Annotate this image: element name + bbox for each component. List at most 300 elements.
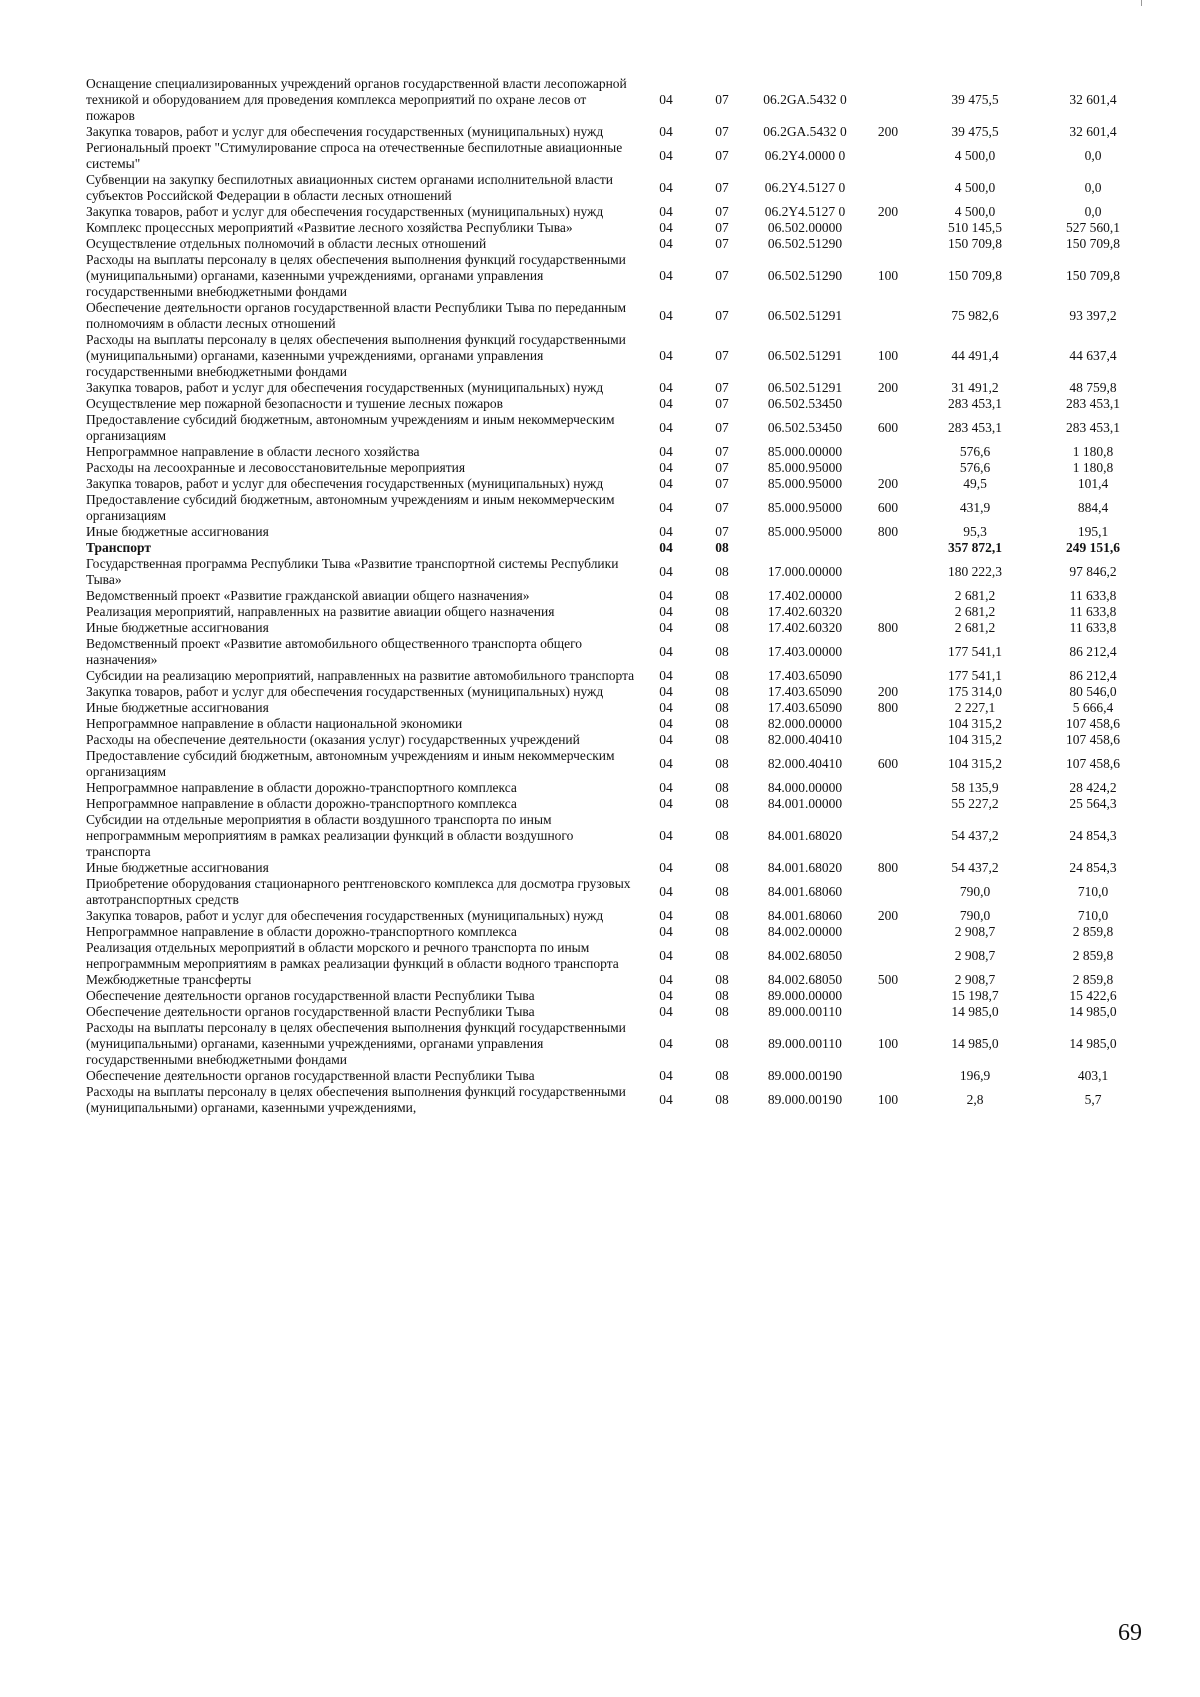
table-row: [86, 812, 1152, 860]
row-amount-year-1: 2 681,2: [954, 620, 996, 635]
table-row: [86, 1068, 1152, 1084]
row-name: Иные бюджетные ассигнования: [86, 524, 269, 539]
row-expense-type: 200: [877, 124, 899, 139]
row-name: Расходы на выплаты персоналу в целях обеспечения выполнения функций государственными (муниципальными) органами, казенными учреждениями, органами управления государственными внебюджетными фондами: [86, 1020, 626, 1067]
row-amount-year-2: 710,0: [1077, 908, 1109, 923]
row-section: 04: [659, 700, 673, 715]
row-amount-year-1: 177 541,1: [948, 668, 1002, 683]
row-section: 04: [659, 1036, 673, 1051]
table-row: [86, 140, 1152, 172]
row-subsection: 08: [715, 908, 729, 923]
row-amount-year-1: 4 500,0: [954, 180, 996, 195]
row-target-article: 06.502.51291: [767, 380, 843, 395]
row-subsection: 08: [715, 924, 729, 939]
row-section: 04: [659, 460, 673, 475]
row-amount-year-1: 175 314,0: [948, 684, 1002, 699]
table-row: [86, 252, 1152, 300]
row-amount-year-1: 576,6: [959, 460, 991, 475]
row-expense-type: [860, 444, 916, 460]
row-amount-year-1: 357 872,1: [948, 540, 1002, 555]
row-subsection: 08: [715, 884, 729, 899]
row-expense-type: [860, 236, 916, 252]
row-expense-type: 100: [877, 1036, 899, 1051]
row-target-article: 06.502.53450: [767, 420, 843, 435]
row-name: Обеспечение деятельности органов государственной власти Республики Тыва: [86, 1004, 535, 1019]
table-row: [86, 668, 1152, 684]
row-amount-year-2: 11 633,8: [1069, 604, 1117, 619]
row-target-article: 06.502.51291: [767, 308, 843, 323]
row-expense-type: 800: [877, 860, 899, 875]
row-name: Расходы на обеспечение деятельности (оказания услуг) государственных учреждений: [86, 732, 580, 747]
row-name: Ведомственный проект «Развитие гражданской авиации общего назначения»: [86, 588, 530, 603]
row-target-article: 06.502.00000: [767, 220, 843, 235]
row-target-article: 06.2GA.5432 0: [763, 124, 847, 139]
row-subsection: 07: [715, 220, 729, 235]
row-target-article: 84.002.68050: [767, 948, 843, 963]
row-name: Предоставление субсидий бюджетным, автономным учреждениям и иным некоммерческим организациям: [86, 492, 615, 523]
table-row: [86, 1004, 1152, 1020]
row-section: 04: [659, 948, 673, 963]
row-amount-year-1: 150 709,8: [948, 236, 1002, 251]
row-section: 04: [659, 204, 673, 219]
row-section: 04: [659, 684, 673, 699]
row-subsection: 08: [715, 860, 729, 875]
row-subsection: 08: [715, 732, 729, 747]
row-expense-type: [860, 988, 916, 1004]
row-name: Закупка товаров, работ и услуг для обеспечения государственных (муниципальных) нужд: [86, 684, 604, 699]
row-amount-year-1: 2 908,7: [954, 948, 996, 963]
row-subsection: 08: [715, 588, 729, 603]
row-amount-year-2: 150 709,8: [1066, 268, 1120, 283]
row-target-article: 17.403.65090: [767, 668, 843, 683]
row-name: Приобретение оборудования стационарного рентгеновского комплекса для досмотра грузовых автотранспортных средств: [86, 876, 631, 907]
row-section: 04: [659, 796, 673, 811]
row-section: 04: [659, 308, 673, 323]
row-amount-year-1: 2 681,2: [954, 588, 996, 603]
row-section: 04: [659, 988, 673, 1003]
row-amount-year-1: 55 227,2: [951, 796, 999, 811]
row-section: 04: [659, 444, 673, 459]
table-row: [86, 204, 1152, 220]
table-row: [86, 684, 1152, 700]
row-target-article: 06.2Y4.0000 0: [764, 148, 846, 163]
row-amount-year-2: 32 601,4: [1069, 124, 1117, 139]
row-subsection: 08: [715, 620, 729, 635]
row-amount-year-1: 196,9: [959, 1068, 991, 1083]
row-expense-type: 800: [877, 620, 899, 635]
row-subsection: 08: [715, 1004, 729, 1019]
row-subsection: 08: [715, 1068, 729, 1083]
row-subsection: 07: [715, 124, 729, 139]
row-name: Закупка товаров, работ и услуг для обеспечения государственных (муниципальных) нужд: [86, 124, 604, 139]
row-target-article: 89.000.00000: [767, 988, 843, 1003]
row-target-article: 84.001.68060: [767, 884, 843, 899]
row-name: Субсидии на реализацию мероприятий, направленных на развитие автомобильного транспорта: [86, 668, 635, 683]
row-name: Транспорт: [86, 540, 152, 555]
row-target-article: 84.001.68060: [767, 908, 843, 923]
row-expense-type: [860, 636, 916, 668]
row-amount-year-2: 48 759,8: [1069, 380, 1117, 395]
row-section: 04: [659, 1068, 673, 1083]
row-section: 04: [659, 588, 673, 603]
row-target-article: 84.002.68050: [767, 972, 843, 987]
row-subsection: 07: [715, 420, 729, 435]
row-amount-year-2: 884,4: [1077, 500, 1109, 515]
row-name: Оснащение специализированных учреждений органов государственной власти лесопожарной техникой и оборудованием для проведения комплекса мероприятий по охране лесов от пожаров: [86, 76, 627, 123]
row-name: Осуществление мер пожарной безопасности и тушение лесных пожаров: [86, 396, 504, 411]
row-subsection: 07: [715, 500, 729, 515]
row-target-article: 85.000.95000: [767, 476, 843, 491]
row-expense-type: [860, 604, 916, 620]
table-row: [86, 716, 1152, 732]
row-target-article: 84.002.00000: [767, 924, 843, 939]
table-row: [86, 332, 1152, 380]
row-target-article: 06.502.51290: [767, 236, 843, 251]
row-amount-year-2: 107 458,6: [1066, 756, 1120, 771]
row-amount-year-2: 32 601,4: [1069, 92, 1117, 107]
row-expense-type: 800: [877, 700, 899, 715]
row-name: Комплекс процессных мероприятий «Развитие лесного хозяйства Республики Тыва»: [86, 220, 573, 235]
row-amount-year-2: 283 453,1: [1066, 396, 1120, 411]
row-section: 04: [659, 540, 673, 555]
row-amount-year-2: 403,1: [1077, 1068, 1109, 1083]
row-name: Непрограммное направление в области дорожно-транспортного комплекса: [86, 924, 517, 939]
row-target-article: 89.000.00110: [768, 1036, 842, 1051]
row-amount-year-1: 2 227,1: [954, 700, 996, 715]
row-section: 04: [659, 924, 673, 939]
table-row: [86, 76, 1152, 124]
row-subsection: 07: [715, 268, 729, 283]
row-target-article: 84.000.00000: [767, 780, 843, 795]
row-section: 04: [659, 716, 673, 731]
row-amount-year-2: 283 453,1: [1066, 420, 1120, 435]
row-amount-year-1: 4 500,0: [954, 148, 996, 163]
row-expense-type: [860, 460, 916, 476]
edge-mark: [1141, 0, 1142, 6]
row-name: Расходы на выплаты персоналу в целях обеспечения выполнения функций государственными (муниципальными) органами, казенными учреждениями, органами управления государственными внебюджетными фондами: [86, 332, 626, 379]
row-expense-type: [860, 396, 916, 412]
row-expense-type: [860, 540, 916, 556]
row-subsection: 08: [715, 700, 729, 715]
row-amount-year-2: 150 709,8: [1066, 236, 1120, 251]
row-expense-type: [860, 588, 916, 604]
row-target-article: 17.402.00000: [767, 588, 843, 603]
row-target-article: 85.000.95000: [767, 500, 843, 515]
table-row: [86, 556, 1152, 588]
row-amount-year-1: 14 985,0: [951, 1004, 999, 1019]
row-section: 04: [659, 828, 673, 843]
table-row: [86, 460, 1152, 476]
table-row: [86, 588, 1152, 604]
row-name: Предоставление субсидий бюджетным, автономным учреждениям и иным некоммерческим организациям: [86, 412, 615, 443]
row-amount-year-2: 527 560,1: [1066, 220, 1120, 235]
row-section: 04: [659, 396, 673, 411]
row-amount-year-2: 0,0: [1084, 148, 1102, 163]
row-subsection: 08: [715, 756, 729, 771]
row-section: 04: [659, 148, 673, 163]
row-target-article: 84.001.68020: [767, 828, 843, 843]
row-section: 04: [659, 780, 673, 795]
row-subsection: 07: [715, 308, 729, 323]
row-amount-year-1: 95,3: [963, 524, 987, 539]
table-row: [86, 220, 1152, 236]
row-target-article: 17.402.60320: [767, 620, 843, 635]
row-amount-year-2: 0,0: [1084, 180, 1102, 195]
row-amount-year-1: 104 315,2: [948, 732, 1002, 747]
row-expense-type: [860, 140, 916, 172]
row-amount-year-1: 31 491,2: [951, 380, 999, 395]
row-subsection: 08: [715, 684, 729, 699]
row-subsection: 07: [715, 148, 729, 163]
row-name: Иные бюджетные ассигнования: [86, 700, 269, 715]
row-name: Иные бюджетные ассигнования: [86, 860, 269, 875]
row-section: 04: [659, 220, 673, 235]
row-expense-type: 200: [877, 684, 899, 699]
row-amount-year-1: 39 475,5: [951, 92, 999, 107]
row-expense-type: 200: [877, 908, 899, 923]
row-name: Реализация отдельных мероприятий в области морского и речного транспорта по иным непрограммным мероприятиям в рамках реализации функций в области водного транспорта: [86, 940, 619, 971]
row-amount-year-1: 2 908,7: [954, 924, 996, 939]
row-target-article: 17.403.00000: [767, 644, 843, 659]
row-name: Расходы на лесоохранные и лесовосстановительные мероприятия: [86, 460, 466, 475]
row-amount-year-2: 5,7: [1084, 1092, 1102, 1107]
row-target-article: 85.000.95000: [767, 524, 843, 539]
table-row: [86, 412, 1152, 444]
row-amount-year-1: 790,0: [959, 884, 991, 899]
table-row: [86, 492, 1152, 524]
row-amount-year-2: 101,4: [1077, 476, 1109, 491]
row-section: 04: [659, 972, 673, 987]
row-section: 04: [659, 860, 673, 875]
table-row: [86, 908, 1152, 924]
row-subsection: 08: [715, 988, 729, 1003]
row-name: Реализация мероприятий, направленных на развитие авиации общего назначения: [86, 604, 555, 619]
row-name: Ведомственный проект «Развитие автомобильного общественного транспорта общего назначения»: [86, 636, 583, 667]
row-expense-type: 500: [877, 972, 899, 987]
table-row: [86, 972, 1152, 988]
row-target-article: 17.402.60320: [767, 604, 843, 619]
row-expense-type: [860, 732, 916, 748]
row-expense-type: [860, 780, 916, 796]
row-expense-type: [860, 172, 916, 204]
row-subsection: 08: [715, 564, 729, 579]
row-amount-year-2: 44 637,4: [1069, 348, 1117, 363]
table-row: [86, 988, 1152, 1004]
row-name: Осуществление отдельных полномочий в области лесных отношений: [86, 236, 487, 251]
row-target-article: 85.000.95000: [767, 460, 843, 475]
row-expense-type: 200: [877, 380, 899, 395]
row-subsection: 07: [715, 396, 729, 411]
row-target-article: 89.000.00190: [767, 1092, 843, 1107]
row-target-article: 17.403.65090: [767, 684, 843, 699]
row-name: Иные бюджетные ассигнования: [86, 620, 269, 635]
row-target-article: 82.000.40410: [767, 732, 843, 747]
row-expense-type: 100: [877, 348, 899, 363]
row-amount-year-1: 283 453,1: [948, 396, 1002, 411]
row-section: 04: [659, 124, 673, 139]
row-name: Расходы на выплаты персоналу в целях обеспечения выполнения функций государственными (муниципальными) органами, казенными учреждениями,: [86, 1084, 626, 1115]
budget-table: [86, 76, 1152, 1116]
row-target-article: 84.001.68020: [767, 860, 843, 875]
row-subsection: 07: [715, 476, 729, 491]
row-amount-year-1: 790,0: [959, 908, 991, 923]
row-subsection: 07: [715, 348, 729, 363]
row-name: Закупка товаров, работ и услуг для обеспечения государственных (муниципальных) нужд: [86, 380, 604, 395]
row-target-article: 82.000.00000: [767, 716, 843, 731]
table-row: [86, 1020, 1152, 1068]
row-subsection: 07: [715, 380, 729, 395]
row-subsection: 07: [715, 92, 729, 107]
row-target-article: 82.000.40410: [767, 756, 843, 771]
table-row: [86, 476, 1152, 492]
row-section: 04: [659, 668, 673, 683]
row-target-article: 89.000.00110: [768, 1004, 842, 1019]
row-amount-year-2: 97 846,2: [1069, 564, 1117, 579]
row-name: Закупка товаров, работ и услуг для обеспечения государственных (муниципальных) нужд: [86, 908, 604, 923]
row-amount-year-1: 14 985,0: [951, 1036, 999, 1051]
row-section: 04: [659, 732, 673, 747]
table-row: [86, 540, 1152, 556]
row-subsection: 07: [715, 444, 729, 459]
row-subsection: 08: [715, 828, 729, 843]
row-amount-year-2: 249 151,6: [1066, 540, 1120, 555]
row-target-article: 06.502.53450: [767, 396, 843, 411]
row-section: 04: [659, 420, 673, 435]
row-amount-year-2: 93 397,2: [1069, 308, 1117, 323]
row-amount-year-2: 710,0: [1077, 884, 1109, 899]
row-amount-year-1: 49,5: [963, 476, 987, 491]
row-section: 04: [659, 348, 673, 363]
row-expense-type: 100: [877, 1092, 899, 1107]
row-expense-type: [860, 716, 916, 732]
row-amount-year-1: 177 541,1: [948, 644, 1002, 659]
row-subsection: 08: [715, 780, 729, 795]
table-row: [86, 1084, 1152, 1116]
row-section: 04: [659, 524, 673, 539]
row-amount-year-1: 283 453,1: [948, 420, 1002, 435]
row-amount-year-2: 80 546,0: [1069, 684, 1117, 699]
row-subsection: 08: [715, 972, 729, 987]
row-target-article: [750, 540, 860, 556]
row-amount-year-2: 24 854,3: [1069, 828, 1117, 843]
row-amount-year-1: 2 908,7: [954, 972, 996, 987]
row-subsection: 08: [715, 948, 729, 963]
row-amount-year-2: 5 666,4: [1072, 700, 1114, 715]
table-row: [86, 396, 1152, 412]
row-name: Обеспечение деятельности органов государственной власти Республики Тыва: [86, 988, 535, 1003]
row-expense-type: [860, 1004, 916, 1020]
row-target-article: 06.502.51291: [767, 348, 843, 363]
row-expense-type: [860, 668, 916, 684]
row-expense-type: [860, 220, 916, 236]
table-row: [86, 172, 1152, 204]
row-name: Непрограммное направление в области лесного хозяйства: [86, 444, 420, 459]
row-target-article: 06.502.51290: [767, 268, 843, 283]
row-section: 04: [659, 756, 673, 771]
row-name: Межбюджетные трансферты: [86, 972, 252, 987]
row-name: Закупка товаров, работ и услуг для обеспечения государственных (муниципальных) нужд: [86, 476, 604, 491]
table-row: [86, 796, 1152, 812]
row-expense-type: 600: [877, 420, 899, 435]
row-expense-type: [860, 556, 916, 588]
row-target-article: 06.2Y4.5127 0: [764, 204, 846, 219]
row-name: Обеспечение деятельности органов государственной власти Республики Тыва: [86, 1068, 535, 1083]
row-amount-year-2: 1 180,8: [1072, 460, 1114, 475]
row-subsection: 07: [715, 204, 729, 219]
row-expense-type: [860, 300, 916, 332]
row-name: Непрограммное направление в области дорожно-транспортного комплекса: [86, 796, 517, 811]
row-name: Расходы на выплаты персоналу в целях обеспечения выполнения функций государственными (муниципальными) органами, казенными учреждениями, органами управления государственными внебюджетными фондами: [86, 252, 626, 299]
row-amount-year-1: 2,8: [966, 1092, 984, 1107]
row-section: 04: [659, 620, 673, 635]
row-subsection: 07: [715, 524, 729, 539]
row-expense-type: [860, 940, 916, 972]
row-target-article: 84.001.00000: [767, 796, 843, 811]
row-amount-year-2: 2 859,8: [1072, 972, 1114, 987]
page-number: 69: [1118, 1620, 1142, 1646]
row-amount-year-1: 54 437,2: [951, 828, 999, 843]
row-section: 04: [659, 500, 673, 515]
row-expense-type: [860, 76, 916, 124]
row-amount-year-2: 25 564,3: [1069, 796, 1117, 811]
row-expense-type: [860, 812, 916, 860]
row-expense-type: 600: [877, 500, 899, 515]
row-amount-year-2: 107 458,6: [1066, 716, 1120, 731]
row-amount-year-2: 86 212,4: [1069, 668, 1117, 683]
row-subsection: 07: [715, 460, 729, 475]
table-row: [86, 444, 1152, 460]
table-row: [86, 876, 1152, 908]
row-amount-year-2: 1 180,8: [1072, 444, 1114, 459]
row-section: 04: [659, 884, 673, 899]
row-expense-type: [860, 924, 916, 940]
table-row: [86, 124, 1152, 140]
row-amount-year-1: 39 475,5: [951, 124, 999, 139]
row-name: Государственная программа Республики Тыва «Развитие транспортной системы Республики Тыва»: [86, 556, 619, 587]
row-amount-year-1: 510 145,5: [948, 220, 1002, 235]
row-amount-year-2: 195,1: [1077, 524, 1109, 539]
row-amount-year-2: 14 985,0: [1069, 1036, 1117, 1051]
row-amount-year-2: 14 985,0: [1069, 1004, 1117, 1019]
table-row: [86, 732, 1152, 748]
table-row: [86, 780, 1152, 796]
row-subsection: 07: [715, 180, 729, 195]
row-section: 04: [659, 180, 673, 195]
row-amount-year-2: 2 859,8: [1072, 924, 1114, 939]
row-section: 04: [659, 564, 673, 579]
table-row: [86, 620, 1152, 636]
row-target-article: 06.2Y4.5127 0: [764, 180, 846, 195]
row-section: 04: [659, 1004, 673, 1019]
row-subsection: 08: [715, 1092, 729, 1107]
row-amount-year-2: 15 422,6: [1069, 988, 1117, 1003]
row-name: Региональный проект "Стимулирование спроса на отечественные беспилотные авиационные системы": [86, 140, 623, 171]
table-row: [86, 380, 1152, 396]
row-amount-year-1: 75 982,6: [951, 308, 999, 323]
row-expense-type: 200: [877, 204, 899, 219]
row-target-article: 89.000.00190: [767, 1068, 843, 1083]
row-target-article: 17.403.65090: [767, 700, 843, 715]
row-amount-year-1: 54 437,2: [951, 860, 999, 875]
row-section: 04: [659, 644, 673, 659]
row-amount-year-1: 104 315,2: [948, 716, 1002, 731]
row-subsection: 08: [715, 796, 729, 811]
row-section: 04: [659, 380, 673, 395]
row-amount-year-1: 180 222,3: [948, 564, 1002, 579]
row-subsection: 07: [715, 236, 729, 251]
row-amount-year-2: 86 212,4: [1069, 644, 1117, 659]
row-name: Обеспечение деятельности органов государственной власти Республики Тыва по переданным полномочиям в области лесных отношений: [86, 300, 627, 331]
